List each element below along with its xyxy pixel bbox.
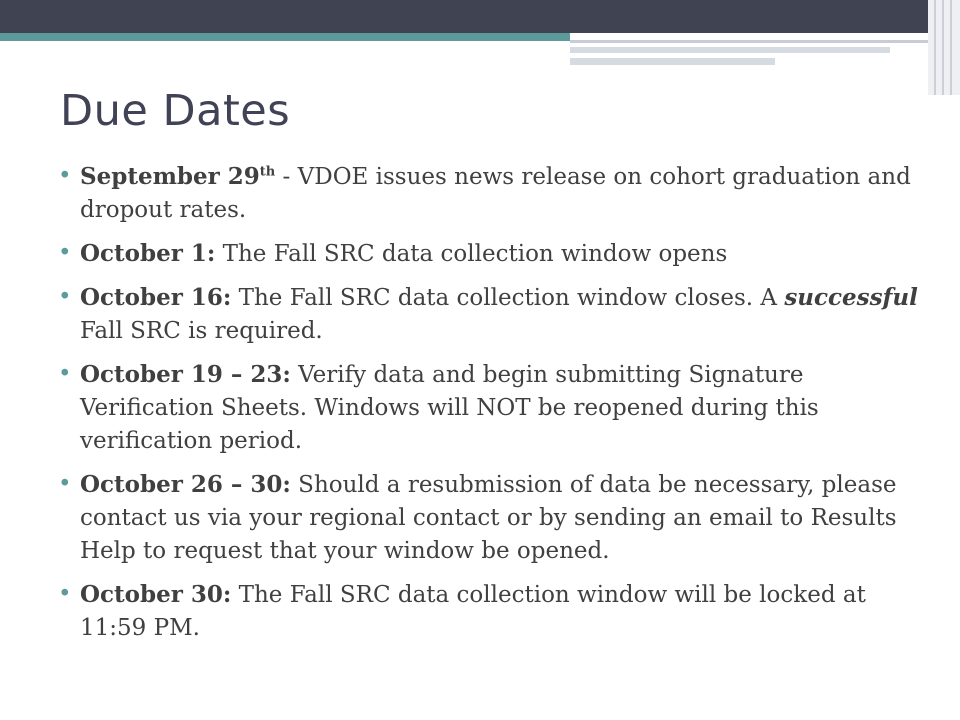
bullet-item xyxy=(58,160,938,227)
top-decor-band xyxy=(0,0,960,33)
bullet-item xyxy=(58,578,938,645)
bullet-icon: • xyxy=(58,581,72,607)
slide-title: Due Dates xyxy=(60,86,291,136)
bullet-item xyxy=(58,358,938,458)
bullet-icon: • xyxy=(58,163,72,189)
bullet-text: The Fall SRC data collection window closes. A xyxy=(231,285,785,311)
bullet-icon: • xyxy=(58,361,72,387)
bullet-item xyxy=(58,237,938,271)
bullet-item xyxy=(58,468,938,568)
bullet-text: The Fall SRC data collection window will be locked at 11:59 PM. xyxy=(80,582,866,641)
bullet-text: The Fall SRC data collection window opens xyxy=(215,241,728,267)
bullet-icon: • xyxy=(58,471,72,497)
bullet-lead: October 1: xyxy=(80,240,216,267)
due-dates-list xyxy=(58,160,938,655)
bullet-lead: September 29 xyxy=(80,163,260,190)
emphasis-word: successful xyxy=(784,284,918,311)
teal-accent-line xyxy=(0,33,570,41)
gray-accent-bar xyxy=(570,47,890,53)
bullet-text: - VDOE issues news release on cohort graduation and dropout rates. xyxy=(80,164,911,223)
bullet-tail: Fall SRC is required. xyxy=(80,318,323,344)
gray-accent-bar-short xyxy=(570,58,775,65)
ordinal-suffix: th xyxy=(259,164,276,180)
bullet-lead: October 16: xyxy=(80,284,232,311)
bullet-text: Should a resubmission of data be necessary, please contact us via your regional contact or by sending an email to Results Help to request that your window be opened. xyxy=(80,472,897,564)
bullet-lead: October 30: xyxy=(80,581,232,608)
corner-decor xyxy=(928,0,960,95)
bullet-icon: • xyxy=(58,240,72,266)
light-accent-line xyxy=(570,40,930,43)
bullet-text: Verify data and begin submitting Signature Verification Sheets. Windows will NOT be reopened during this verification period. xyxy=(80,362,819,454)
bullet-lead: October 26 – 30: xyxy=(80,471,291,498)
bullet-icon: • xyxy=(58,284,72,310)
bullet-item xyxy=(58,281,938,348)
bullet-lead: October 19 – 23: xyxy=(80,361,291,388)
